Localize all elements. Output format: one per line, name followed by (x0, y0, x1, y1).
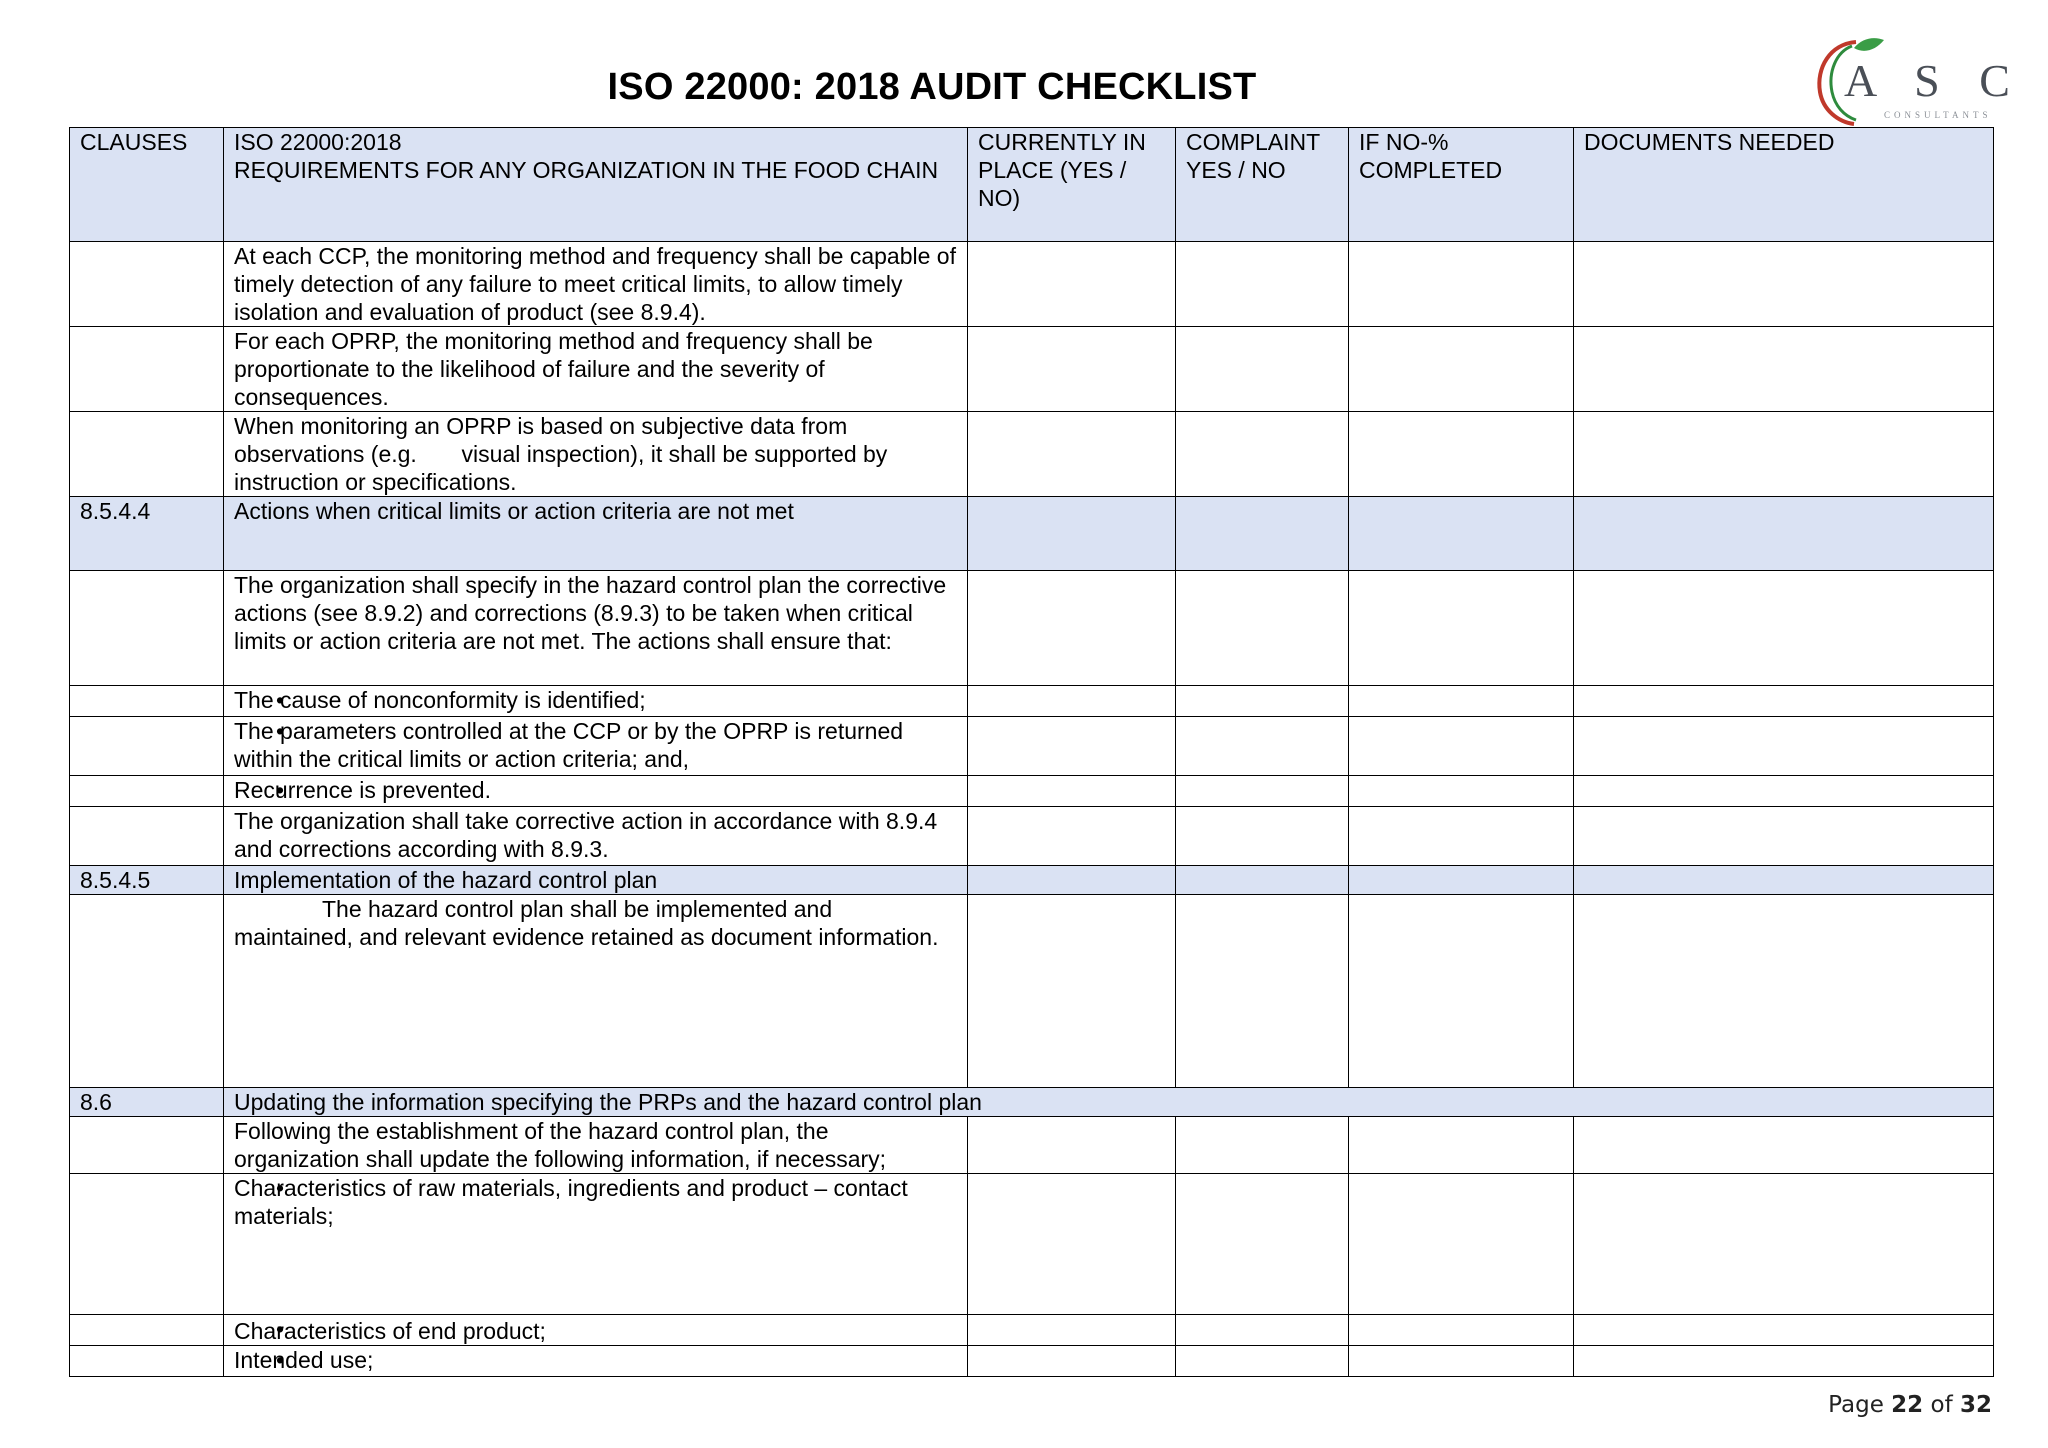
section-row (70, 866, 1994, 895)
table-row (70, 242, 1994, 327)
if-no-cell[interactable] (1349, 1117, 1574, 1174)
clause-cell (70, 571, 224, 686)
of-label: of (1930, 1392, 1953, 1418)
if-no-cell[interactable] (1349, 776, 1574, 807)
clause-number: 8.6 (70, 1088, 224, 1117)
page-title: ISO 22000: 2018 AUDIT CHECKLIST (607, 66, 1257, 108)
complaint-cell[interactable] (1176, 497, 1349, 571)
documents-cell[interactable] (1574, 1174, 1994, 1315)
table-row (70, 327, 1994, 412)
in-place-cell[interactable] (968, 807, 1176, 866)
header-currently-in-place: CURRENTLY IN PLACE (YES / NO) (968, 128, 1176, 242)
complaint-cell[interactable] (1176, 1346, 1349, 1377)
clause-cell (70, 327, 224, 412)
documents-cell[interactable] (1574, 1117, 1994, 1174)
documents-cell[interactable] (1574, 1315, 1994, 1346)
bullet-item: • Characteristics of raw materials, ingredients and product – contact materials; (224, 1174, 968, 1315)
bullet-item: • The parameters controlled at the CCP or by the OPRP is returned within the critical limits or action criteria; and, (224, 717, 968, 776)
table-row (70, 1117, 1994, 1174)
complaint-cell[interactable] (1176, 686, 1349, 717)
complaint-cell[interactable] (1176, 895, 1349, 1088)
table-row (70, 1174, 1994, 1315)
in-place-cell[interactable] (968, 327, 1176, 412)
in-place-cell[interactable] (968, 1346, 1176, 1377)
table-row (70, 412, 1994, 497)
audit-checklist-table (69, 127, 1994, 1377)
current-page: 22 (1891, 1392, 1924, 1418)
table-row (70, 776, 1994, 807)
clause-cell (70, 1346, 224, 1377)
requirement-text: At each CCP, the monitoring method and frequency shall be capable of timely detection of any failure to meet critical limits, to allow timely isolation and evaluation of product (see 8.9.4). (224, 242, 968, 327)
in-place-cell[interactable] (968, 717, 1176, 776)
section-row (70, 497, 1994, 571)
complaint-cell[interactable] (1176, 242, 1349, 327)
if-no-cell[interactable] (1349, 242, 1574, 327)
documents-cell[interactable] (1574, 686, 1994, 717)
table-row (70, 1346, 1994, 1377)
in-place-cell[interactable] (968, 1174, 1176, 1315)
in-place-cell[interactable] (968, 571, 1176, 686)
total-pages: 32 (1959, 1392, 1992, 1418)
table-row (70, 1315, 1994, 1346)
documents-cell[interactable] (1574, 776, 1994, 807)
clause-cell (70, 1174, 224, 1315)
header-complaint: COMPLAINT YES / NO (1176, 128, 1349, 242)
if-no-cell[interactable] (1349, 571, 1574, 686)
if-no-cell[interactable] (1349, 866, 1574, 895)
page-label: Page (1828, 1392, 1884, 1418)
header-requirements-standard: ISO 22000:2018 (234, 129, 402, 155)
complaint-cell[interactable] (1176, 327, 1349, 412)
documents-cell[interactable] (1574, 807, 1994, 866)
documents-cell[interactable] (1574, 242, 1994, 327)
clause-cell (70, 412, 224, 497)
table-row (70, 686, 1994, 717)
if-no-cell[interactable] (1349, 412, 1574, 497)
requirement-text: Following the establishment of the hazard control plan, the organization shall update the following information, if necessary; (224, 1117, 968, 1174)
complaint-cell[interactable] (1176, 1174, 1349, 1315)
table-row (70, 807, 1994, 866)
if-no-cell[interactable] (1349, 895, 1574, 1088)
bullet-item: • Recurrence is prevented. (224, 776, 968, 807)
header-documents-needed: DOCUMENTS NEEDED (1574, 128, 1994, 242)
if-no-cell[interactable] (1349, 717, 1574, 776)
in-place-cell[interactable] (968, 895, 1176, 1088)
section-heading: Actions when critical limits or action criteria are not met (224, 497, 968, 571)
requirement-text: When monitoring an OPRP is based on subjective data from observations (e.g. visual inspection), it shall be supported by instruction or specifications. (224, 412, 968, 497)
complaint-cell[interactable] (1176, 717, 1349, 776)
requirement-text: The organization shall take corrective action in accordance with 8.9.4 and corrections according with 8.9.3. (224, 807, 968, 866)
company-logo (1808, 34, 2024, 126)
in-place-cell[interactable] (968, 242, 1176, 327)
if-no-cell[interactable] (1349, 1174, 1574, 1315)
clause-cell (70, 242, 224, 327)
section-heading: Implementation of the hazard control plan (224, 866, 968, 895)
if-no-cell[interactable] (1349, 327, 1574, 412)
header-clauses: CLAUSES (70, 128, 224, 242)
header-if-no-completed: IF NO-% COMPLETED (1349, 128, 1574, 242)
bullet-item: • Intended use; (224, 1346, 968, 1377)
complaint-cell[interactable] (1176, 571, 1349, 686)
documents-cell[interactable] (1574, 866, 1994, 895)
complaint-cell[interactable] (1176, 1315, 1349, 1346)
in-place-cell[interactable] (968, 776, 1176, 807)
documents-cell[interactable] (1574, 717, 1994, 776)
table-row (70, 895, 1994, 1088)
clause-number: 8.5.4.5 (70, 866, 224, 895)
logo-letters: A S C (1844, 55, 2024, 106)
requirement-text: The hazard control plan shall be implemented and maintained, and relevant evidence retained as document information. (224, 895, 968, 1088)
requirement-text: For each OPRP, the monitoring method and frequency shall be proportionate to the likelihood of failure and the severity of consequences. (224, 327, 968, 412)
complaint-cell[interactable] (1176, 412, 1349, 497)
complaint-cell[interactable] (1176, 807, 1349, 866)
bullet-item: • Characteristics of end product; (224, 1315, 968, 1346)
documents-cell[interactable] (1574, 497, 1994, 571)
section-heading: Updating the information specifying the PRPs and the hazard control plan (224, 1088, 1994, 1117)
complaint-cell[interactable] (1176, 866, 1349, 895)
if-no-cell[interactable] (1349, 686, 1574, 717)
documents-cell[interactable] (1574, 1346, 1994, 1377)
in-place-cell[interactable] (968, 866, 1176, 895)
documents-cell[interactable] (1574, 895, 1994, 1088)
clause-cell (70, 717, 224, 776)
in-place-cell[interactable] (968, 497, 1176, 571)
requirement-text: The organization shall specify in the hazard control plan the corrective actions (see 8.9.2) and corrections (8.9.3) to be taken when critical limits or action criteria are not met. The actions shall ensure that: (224, 571, 968, 686)
bullet-item: • The cause of nonconformity is identified; (224, 686, 968, 717)
documents-cell[interactable] (1574, 412, 1994, 497)
in-place-cell[interactable] (968, 412, 1176, 497)
table-row (70, 717, 1994, 776)
in-place-cell[interactable] (968, 1117, 1176, 1174)
clause-cell (70, 807, 224, 866)
complaint-cell[interactable] (1176, 1117, 1349, 1174)
table-row (70, 571, 1994, 686)
clause-cell (70, 895, 224, 1088)
if-no-cell[interactable] (1349, 497, 1574, 571)
documents-cell[interactable] (1574, 327, 1994, 412)
logo-subtitle: CONSULTANTS (1884, 110, 1992, 120)
header-requirements-title: REQUIREMENTS FOR ANY ORGANIZATION IN THE FOOD CHAIN (234, 157, 939, 183)
clause-cell (70, 776, 224, 807)
in-place-cell[interactable] (968, 1315, 1176, 1346)
if-no-cell[interactable] (1349, 1315, 1574, 1346)
if-no-cell[interactable] (1349, 807, 1574, 866)
documents-cell[interactable] (1574, 571, 1994, 686)
in-place-cell[interactable] (968, 686, 1176, 717)
complaint-cell[interactable] (1176, 776, 1349, 807)
clause-cell (70, 1315, 224, 1346)
header-requirements (224, 128, 968, 242)
table-header-row (70, 128, 1994, 242)
section-row (70, 1088, 1994, 1117)
page-number-footer (1828, 1392, 1992, 1418)
clause-cell (70, 1117, 224, 1174)
clause-number: 8.5.4.4 (70, 497, 224, 571)
if-no-cell[interactable] (1349, 1346, 1574, 1377)
clause-cell (70, 686, 224, 717)
